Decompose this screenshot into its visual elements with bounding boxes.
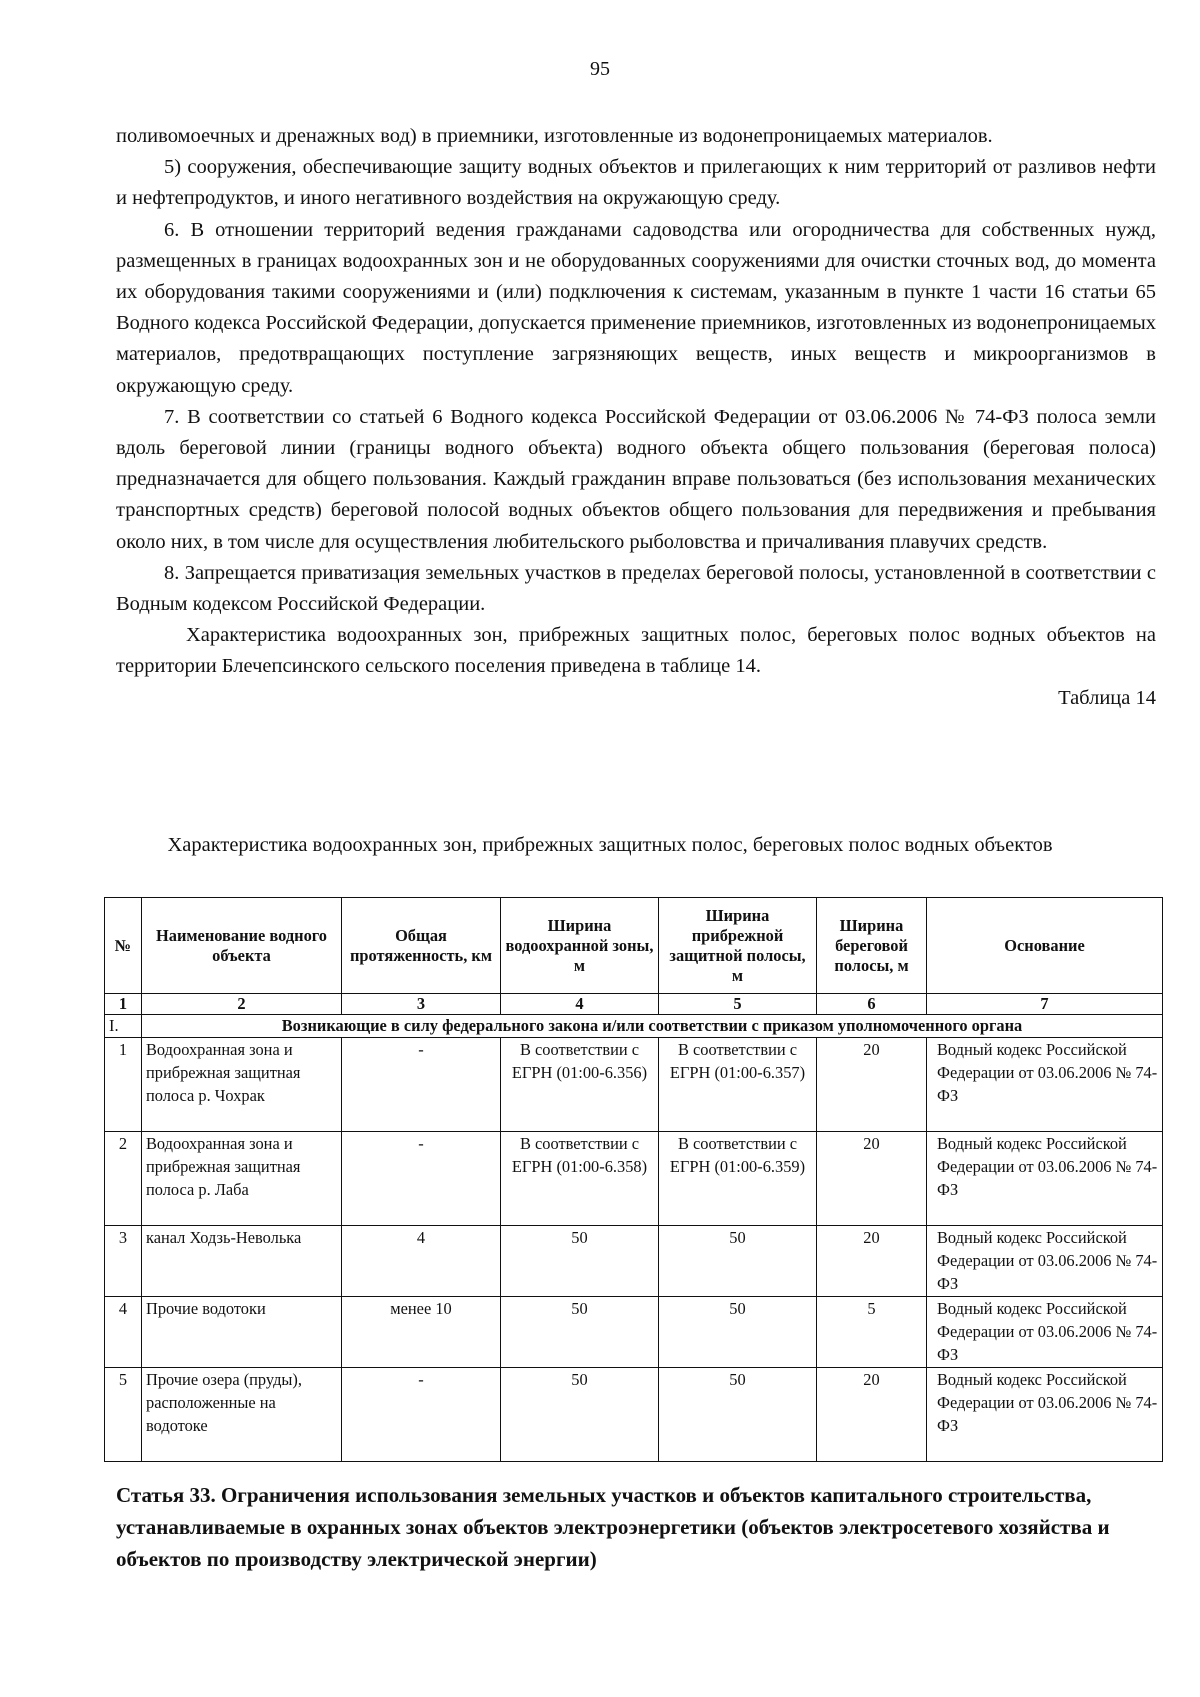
legal-basis: Водный кодекс Российской Федерации от 03.06.2006 № 74-ФЗ [927,1368,1163,1462]
object-name: Прочие водотоки [142,1297,342,1368]
table-row [105,1132,1163,1226]
shore-strip-width: 20 [817,1368,927,1462]
body-text [116,121,1156,714]
table-row [105,1226,1163,1297]
row-number: 5 [105,1368,142,1462]
row-number: 2 [105,1132,142,1226]
legal-basis: Водный кодекс Российской Федерации от 03.06.2006 № 74-ФЗ [927,1297,1163,1368]
protective-strip-width: В соответствии с ЕГРН (01:00-6.359) [659,1132,817,1226]
protective-strip-width: В соответствии с ЕГРН (01:00-6.357) [659,1038,817,1132]
table-row [105,1297,1163,1368]
protective-strip-width: 50 [659,1368,817,1462]
object-name: канал Ходзь-Неволька [142,1226,342,1297]
row-number: 1 [105,1038,142,1132]
length-km: 4 [342,1226,501,1297]
length-km: - [342,1132,501,1226]
water-zone-width: 50 [501,1368,659,1462]
section-row [105,1015,1163,1038]
table-row [105,1038,1163,1132]
paragraph: поливомоечных и дренажных вод) в приемники, изготовленные из водонепроницаемых материалов. [116,125,993,147]
header-cell: Основание [927,898,1163,994]
table-row [105,1368,1163,1462]
protective-strip-width: 50 [659,1226,817,1297]
paragraph: 8. Запрещается приватизация земельных участков в пределах береговой полосы, установленной в соответствии с Водным кодексом Российской Федерации. [116,561,1156,616]
section-number: I. [105,1015,142,1038]
column-number: 1 [105,994,142,1015]
column-number: 3 [342,994,501,1015]
length-km: - [342,1368,501,1462]
row-number: 3 [105,1226,142,1297]
shore-strip-width: 20 [817,1038,927,1132]
table-number: Таблица 14 [1058,686,1156,709]
page-number: 95 [590,58,610,80]
paragraph: 6. В отношении территорий ведения гражданами садоводства или огородничества для собственных нужд, размещенных в границах водоохранных зон и не оборудованных сооружениями для очистки сточных вод, до момента их оборудования такими сооружениями и (или) подключения к системам, указанным в пункте 1 части 16 статьи 65 Водного кодекса Российской Федерации, допускается применение приемников, изготовленных из водонепроницаемых материалов, предотвращающих поступление загрязняющих веществ, иных веществ и микроорганизмов в окружающую среду. [116,218,1156,397]
water-zone-width: В соответствии с ЕГРН (01:00-6.358) [501,1132,659,1226]
paragraph: 5) сооружения, обеспечивающие защиту водных объектов и прилегающих к ним территорий от разливов нефти и нефтепродуктов, и иного негативного воздействия на окружающую среду. [116,156,1156,210]
article-heading: Статья 33. Ограничения использования земельных участков и объектов капитального строительства, устанавливаемые в охранных зонах объектов электроэнергетики (объектов электросетевого хозяйства и объектов по производству электрической энергии) [116,1483,1110,1571]
column-number: 5 [659,994,817,1015]
header-cell: Ширина прибрежной защитной полосы, м [659,898,817,994]
column-number: 6 [817,994,927,1015]
header-cell: Общая протяженность, км [342,898,501,994]
water-zones-table [104,897,1163,1462]
water-zone-width: В соответствии с ЕГРН (01:00-6.356) [501,1038,659,1132]
paragraph: 7. В соответствии со статьей 6 Водного кодекса Российской Федерации от 03.06.2006 № 74-ФЗ полоса земли вдоль береговой линии (границы водного объекта) водного объекта общего пользования (береговая полоса) предназначается для общего пользования. Каждый гражданин вправе пользоваться (без использования механических транспортных средств) береговой полосой водных объектов общего пользования для передвижения и пребывания около них, в том числе для осуществления любительского рыболовства и причаливания плавучих средств. [116,405,1156,553]
header-cell: Наименование водного объекта [142,898,342,994]
column-number: 4 [501,994,659,1015]
object-name: Прочие озера (пруды), расположенные на водотоке [142,1368,342,1462]
table-header-row [105,898,1163,994]
legal-basis: Водный кодекс Российской Федерации от 03.06.2006 № 74-ФЗ [927,1038,1163,1132]
table-caption: Характеристика водоохранных зон, прибрежных защитных полос, береговых полос водных объектов [167,834,1053,856]
length-km: менее 10 [342,1297,501,1368]
column-number: 2 [142,994,342,1015]
row-number: 4 [105,1297,142,1368]
object-name: Водоохранная зона и прибрежная защитная полоса р. Лаба [142,1132,342,1226]
header-cell: Ширина береговой полосы, м [817,898,927,994]
header-cell: № [105,898,142,994]
water-zone-width: 50 [501,1297,659,1368]
object-name: Водоохранная зона и прибрежная защитная полоса р. Чохрак [142,1038,342,1132]
shore-strip-width: 5 [817,1297,927,1368]
section-title: Возникающие в силу федерального закона и/или соответствии с приказом уполномоченного органа [142,1015,1163,1038]
length-km: - [342,1038,501,1132]
header-cell: Ширина водоохранной зоны, м [501,898,659,994]
paragraph: Характеристика водоохранных зон, прибрежных защитных полос, береговых полос водных объектов на территории Блечепсинского сельского поселения приведена в таблице 14. [116,624,1156,678]
column-number: 7 [927,994,1163,1015]
protective-strip-width: 50 [659,1297,817,1368]
water-zone-width: 50 [501,1226,659,1297]
legal-basis: Водный кодекс Российской Федерации от 03.06.2006 № 74-ФЗ [927,1132,1163,1226]
legal-basis: Водный кодекс Российской Федерации от 03.06.2006 № 74-ФЗ [927,1226,1163,1297]
column-number-row [105,994,1163,1015]
shore-strip-width: 20 [817,1226,927,1297]
shore-strip-width: 20 [817,1132,927,1226]
